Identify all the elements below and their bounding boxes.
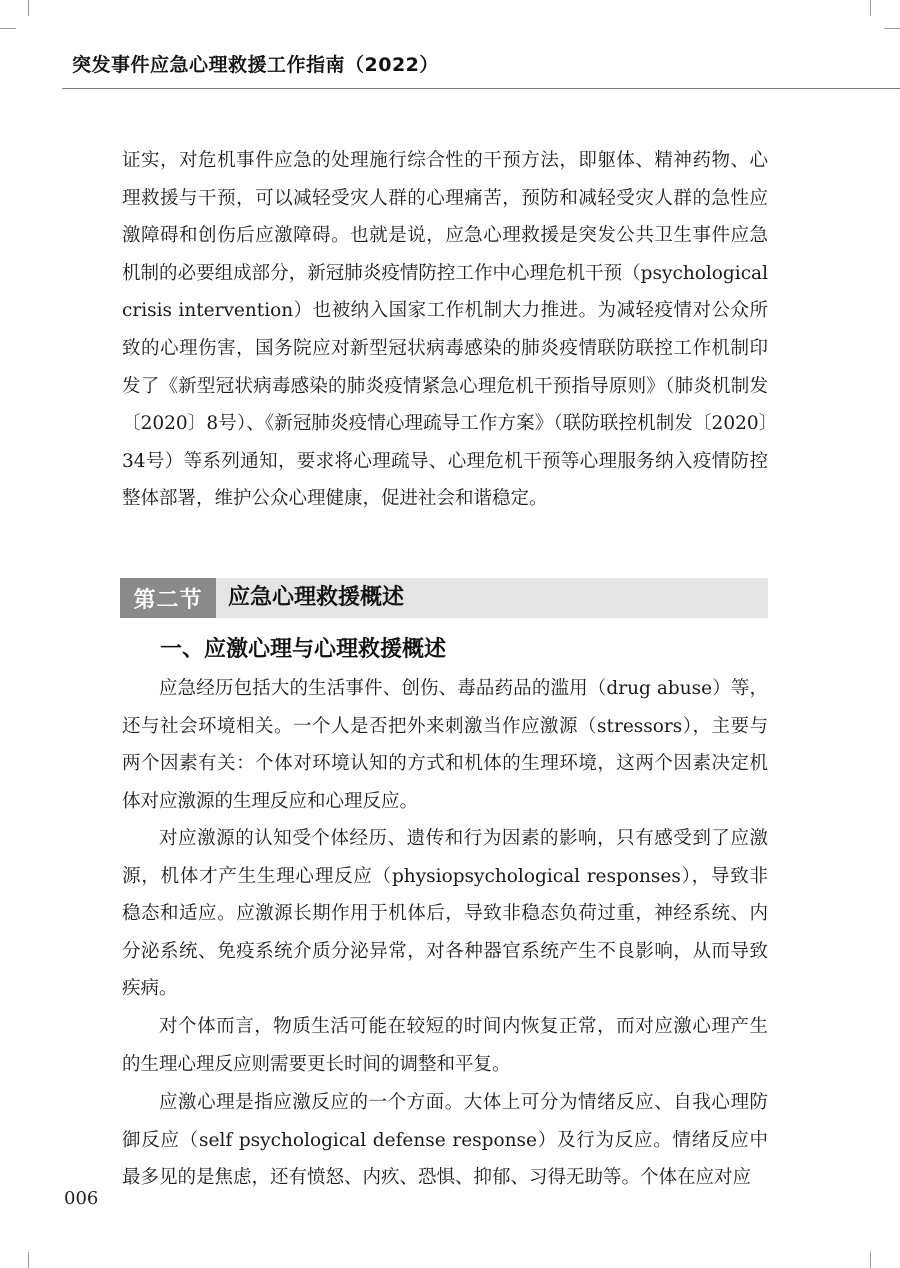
paragraph-4: 应激心理是指应激反应的一个方面。大体上可分为情绪反应、自我心理防御反应（self psychological defense response）及行为反应。情绪反应中最多见的是焦虑，还有愤怒、内疚、恐惧、抑郁、习得无助等。个体在应对应	[122, 1092, 768, 1189]
section-heading-bar	[120, 578, 768, 618]
paragraph-1: 应急经历包括大的生活事件、创伤、毒品药品的滥用（drug abuse）等，还与社会环境相关。一个人是否把外来刺激当作应激源（stressors），主要与两个因素有关：个体对环境认知的方式和机体的生理环境，这两个因素决定机体对应激源的生理反应和心理反应。	[122, 678, 768, 812]
running-header: 突发事件应急心理救援工作指南（2022）	[72, 54, 439, 76]
paragraph-3: 对个体而言，物质生活可能在较短的时间内恢复正常，而对应激心理产生的生理心理反应则需要更长时间的调整和平复。	[122, 1016, 768, 1075]
crop-mark-bottom-left	[28, 1252, 29, 1268]
crop-mark-bottom-right	[870, 1252, 871, 1268]
section-number-tag: 第二节	[120, 578, 216, 618]
crop-mark-top-left	[28, 0, 29, 16]
crop-mark-top-right	[870, 0, 871, 16]
paragraph-continued: 证实，对危机事件应急的处理施行综合性的干预方法，即躯体、精神药物、心理救援与干预，可以减轻受灾人群的心理痛苦，预防和减轻受灾人群的急性应激障碍和创伤后应激障碍。也就是说，应急心理救援是突发公共卫生事件应急机制的必要组成部分，新冠肺炎疫情防控工作中心理危机干预（psychological crisis intervention）也被纳入国家工作机制大力推进。为减轻疫情对公众所致的心理伤害，国务院应对新型冠状病毒感染的肺炎疫情联防联控工作机制印发了《新型冠状病毒感染的肺炎疫情紧急心理危机干预指导原则》（肺炎机制发〔2020〕8号）、《新冠肺炎疫情心理疏导工作方案》（联防联控机制发〔2020〕34号）等系列通知，要求将心理疏导、心理危机干预等心理服务纳入疫情防控整体部署，维护公众心理健康，促进社会和谐稳定。	[122, 150, 768, 510]
section-title: 应急心理救援概述	[228, 585, 405, 610]
subheading: 一、应激心理与心理救援概述	[160, 637, 447, 662]
header-rule	[62, 88, 900, 89]
crop-mark-top-left-h	[0, 28, 16, 29]
paragraph-2: 对应激源的认知受个体经历、遗传和行为因素的影响，只有感受到了应激源，机体才产生生理心理反应（physiopsychological responses），导致非稳态和适应。应激源长期作用于机体后，导致非稳态负荷过重，神经系统、内分泌系统、免疫系统介质分泌异常，对各种器官系统产生不良影响，从而导致疾病。	[122, 828, 768, 1000]
crop-mark-top-right-h	[884, 28, 900, 29]
page-number: 006	[64, 1188, 99, 1209]
